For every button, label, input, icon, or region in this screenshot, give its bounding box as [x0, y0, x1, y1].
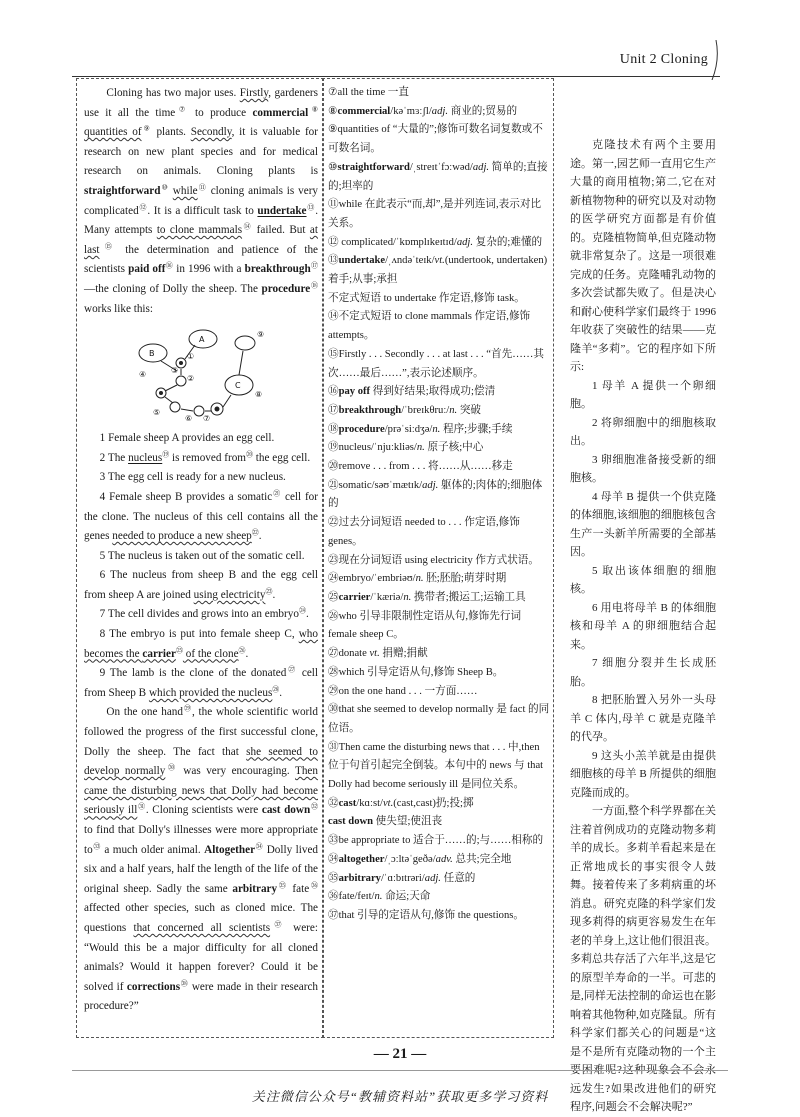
text-run: /prəˈsiːdʒə/ — [384, 423, 433, 435]
text-run: breakthrough — [338, 404, 402, 416]
text-run: /kɑːst/ — [356, 797, 383, 809]
text-run: ㉚that she seemed to develop normally 是 fact 的同位语。 — [328, 704, 550, 734]
text-run: the egg cell. — [253, 451, 311, 464]
text-run: at last — [84, 224, 318, 256]
text-run: in 1996 with a — [173, 263, 245, 276]
text-run: commercial — [252, 106, 309, 119]
step-label-2: ② — [187, 374, 195, 384]
note-item — [328, 196, 550, 233]
text-run: 8 The embryo is put into female sheep C, — [99, 628, 299, 641]
translation-paragraph: 一方面,整个科学界都在关注着首例成功的克隆动物多莉羊的成长。多莉羊看起来是在正常地成长的事实很令人鼓舞。接着传来了多莉病重的坏消息。研究克隆的科学家们发现多莉得的病更容易发生在年老的羊身上,这让他们很沮丧。多莉总共存活了六年半,这是它的原型羊寿命的一半。可悲的是,同样无法控制的命运也在影响着其他物种,如克隆鼠。所有科学家们都关心的问题是“这是不是所有克隆动物的一个主要困难呢?这种现象会不会永远发生?如果改进他们的研究程序,问题会不会解决呢?” — [570, 805, 716, 1113]
note-item — [328, 813, 550, 832]
text-run: Cloning has two major uses. — [106, 87, 240, 99]
text-run: ⑬ — [328, 255, 339, 267]
header-rule — [72, 76, 720, 77]
text-run: , it is valuable for research on new plant species and for medical research on animals. Cloning plants is — [84, 126, 318, 178]
text-run: 原子核;中心 — [424, 442, 484, 454]
note-marker: ㊳ — [180, 979, 189, 988]
text-run: ㉑somatic/səʊˈmætɪk/ — [328, 479, 423, 491]
note-item — [328, 252, 550, 289]
text-run: fate — [287, 882, 310, 895]
text-run: ㉟ — [328, 872, 339, 884]
unit-title: Unit 2 Cloning — [619, 52, 708, 67]
text-run: which provided the nucleus — [148, 686, 273, 699]
text-run: 使失望;使沮丧 — [373, 816, 443, 828]
note-item — [328, 477, 550, 514]
text-run: ⑲nucleus/ˈnjuːkliəs/ — [328, 442, 417, 454]
text-run: (undertook, undertaken)着手;从事;承担 — [328, 255, 548, 286]
text-run: —the cloning of Dolly the sheep. The — [84, 282, 262, 295]
note-marker: ㉜ — [310, 802, 318, 811]
note-marker: ㉟ — [277, 881, 288, 890]
text-run: . — [272, 588, 276, 601]
text-run: 携带者;搬运工;运输工具 — [411, 591, 526, 603]
note-item — [328, 458, 550, 477]
note-marker: ㉚ — [165, 763, 178, 772]
note-item — [328, 103, 550, 122]
text-run: . — [279, 686, 283, 699]
text-run: undertake — [338, 255, 386, 267]
text-run: works like this: — [84, 302, 153, 315]
text-run: /ˌstreɪtˈfɔːwəd/ — [409, 161, 473, 173]
note-marker: ⑨ — [141, 124, 152, 133]
note-item — [328, 552, 550, 571]
text-run: ㊱fate/feɪt/ — [328, 891, 375, 903]
note-item — [328, 608, 550, 645]
text-run: of the clone — [182, 647, 239, 660]
text-run: paid off — [128, 263, 166, 276]
text-run: 不定式短语 to undertake 作定语,修饰 task。 — [328, 292, 525, 304]
text-run: /ˈbreɪkθruː/ — [401, 404, 450, 416]
text-run: 得到好结果;取得成功;偿清 — [370, 386, 496, 398]
text-run: 复杂的;难懂的 — [473, 236, 543, 248]
text-run: , the whole scientific world followed the progress of the first successful clone, Dolly the sheep. The fact that — [84, 706, 318, 758]
text-run: 3 The egg cell is ready for a new nucleus. — [99, 471, 286, 484]
text-run: who becomes the — [84, 628, 318, 660]
text-run: n. — [416, 442, 425, 454]
text-run: ⑨quantities of “大量的”;修饰可数名词复数或不可数名词。 — [328, 124, 543, 155]
procedure-steps — [84, 429, 318, 703]
text-run: cast down — [328, 816, 374, 828]
text-run: quantities of — [84, 126, 142, 139]
text-run: adj. — [456, 236, 473, 248]
text-run: is removed from — [169, 451, 246, 464]
text-run: 商业的;贸易的 — [447, 105, 518, 117]
text-run: 捐赠;捐献 — [379, 648, 428, 660]
note-marker: ㉗ — [286, 665, 298, 674]
note-marker: ㉓ — [265, 587, 273, 596]
text-run: 简单的;直接的;坦率的 — [328, 161, 548, 192]
text-run: ⑪while 在此表示“而,却”,是并列连词,表示对比关系。 — [328, 199, 542, 229]
text-run: Secondly — [190, 126, 232, 139]
text-run: . — [305, 608, 309, 621]
note-marker: ⑦ — [175, 104, 189, 113]
text-run: ㊲that 引导的定语从句,修饰 the questions。 — [328, 909, 524, 921]
text-run: adj. — [422, 479, 439, 491]
note-item — [328, 832, 550, 851]
text-run: to find that Dolly's illnesses were more appropriate to — [84, 824, 318, 856]
note-item — [328, 645, 550, 664]
text-run: adv. — [435, 853, 453, 865]
text-run: procedure — [261, 282, 311, 295]
text-run: adj. — [472, 161, 490, 173]
note-marker: ㉖ — [238, 645, 246, 654]
note-item — [328, 290, 550, 309]
text-run: altogether — [338, 853, 385, 865]
cloning-diagram — [131, 323, 271, 423]
text-run: 总共;完全地 — [452, 853, 512, 865]
text-run: n. — [403, 591, 412, 603]
text-run: affected other species, such as cloned mice. The questions — [84, 902, 318, 934]
step-label-4: ④ — [139, 370, 147, 380]
note-marker: ⑮ — [99, 242, 118, 251]
text-run: arbitrary — [338, 872, 381, 884]
text-run: corrections — [126, 980, 181, 993]
procedure-step — [84, 547, 318, 567]
note-marker: ⑩ — [160, 183, 169, 192]
text-run: 1 Female sheep A provides an egg cell. — [99, 432, 275, 445]
text-run: ⑰ — [328, 404, 339, 416]
note-item — [328, 888, 550, 907]
procedure-step — [84, 605, 318, 625]
text-run: adj. — [431, 105, 448, 117]
text-run: Then came the disturbing news that Dolly had become seriously ill — [84, 765, 318, 817]
text-run: ㉘which 引导定语从句,修饰 Sheep B。 — [328, 666, 504, 678]
passage-column — [84, 84, 318, 1017]
text-run: adj. — [424, 872, 441, 884]
text-run: n. — [449, 404, 458, 416]
text-run: Firstly — [239, 87, 269, 99]
text-run: . Many attempts — [84, 204, 319, 237]
note-item — [328, 795, 550, 814]
note-marker: ㉞ — [255, 841, 264, 850]
text-run: ㉜ — [328, 797, 339, 809]
text-run: ㉔embryo/ˈembriəʊ/ — [328, 573, 416, 585]
note-item — [328, 683, 550, 702]
text-run: plants. — [151, 126, 191, 139]
note-item — [328, 851, 550, 870]
text-run: n. — [415, 573, 424, 585]
text-run: n. — [374, 891, 383, 903]
note-marker: ⑪ — [197, 183, 207, 192]
text-run: vt. — [382, 797, 394, 809]
page-edge-curve — [710, 40, 720, 80]
text-run: . It is a difficult task to — [147, 204, 258, 217]
note-marker: ⑳ — [246, 449, 253, 458]
text-run: breakthrough — [244, 263, 311, 276]
text-run: /ˌɔːltəˈgeðə/ — [384, 853, 436, 865]
lamb-icon — [235, 336, 255, 350]
note-item — [328, 664, 550, 683]
note-marker: ㉙ — [182, 704, 192, 713]
step-label-8: ⑧ — [255, 390, 263, 400]
text-run: commercial — [337, 105, 391, 117]
text-run: 任意的 — [440, 872, 476, 884]
translation-step: 7 细胞分裂并生长成胚胎。 — [570, 657, 716, 688]
text-run: 程序;步骤;手续 — [440, 423, 513, 435]
note-marker: ㉔ — [298, 606, 306, 615]
note-marker: ⑱ — [310, 281, 319, 290]
note-item — [328, 739, 550, 795]
sheep-label-c: C — [235, 381, 241, 391]
sheep-label-b: B — [149, 349, 155, 359]
text-run: was very encouraging. — [177, 765, 295, 778]
text-run: /ˌʌndəˈteɪk/ — [385, 255, 435, 267]
text-run: arbitrary — [232, 882, 278, 895]
text-run: a much older animal. — [100, 843, 205, 856]
text-run: ⑳remove . . . from . . . 将……从……移走 — [328, 461, 513, 473]
text-run: ⑦all the time 一直 — [328, 87, 409, 98]
procedure-step — [84, 566, 318, 605]
text-run: 突破 — [457, 404, 482, 416]
text-run: 5 The nucleus is taken out of the somatic cell. — [99, 549, 305, 562]
note-item — [328, 439, 550, 458]
procedure-step — [84, 449, 318, 469]
text-run: cloning animals is very complicated — [84, 184, 319, 217]
note-marker: ㉒ — [251, 528, 259, 537]
note-marker: ㉕ — [175, 645, 183, 654]
text-run: ㉕ — [328, 591, 339, 603]
text-run: 6 The nucleus from sheep B and the egg cell from sheep A are joined — [84, 569, 318, 601]
text-run: ⑮Firstly . . . Secondly . . . at last . . . “首先……其次……最后……”,表示论述顺序。 — [328, 348, 544, 379]
text-run: needed to produce a new sheep — [112, 530, 252, 543]
text-run: (cast,cast)扔;投;掷 — [393, 797, 474, 809]
text-run: straightforward — [84, 184, 161, 197]
note-item — [328, 421, 550, 440]
text-run: /ˈkæriə/ — [370, 591, 404, 603]
text-run: 4 Female sheep B provides a somatic — [99, 490, 273, 503]
step-label-1: ① — [187, 352, 195, 362]
note-marker: ⑲ — [162, 449, 170, 458]
text-run: ㉞ — [328, 853, 339, 865]
procedure-step — [84, 429, 318, 449]
note-item — [328, 589, 550, 608]
note-item — [328, 383, 550, 402]
note-marker: ⑯ — [165, 261, 174, 270]
text-run: . Cloning scientists were — [145, 804, 262, 817]
text-run: while — [172, 184, 198, 197]
footer-rule — [72, 1070, 728, 1071]
procedure-step — [84, 664, 318, 703]
note-marker: ㉛ — [137, 802, 146, 811]
text-run: to produce — [188, 106, 253, 119]
text-run: 9 The lamb is the clone of the donated — [99, 667, 287, 680]
text-run: /kəˈmɜːʃl/ — [390, 105, 432, 117]
sheep-label-a: A — [199, 335, 205, 345]
step-label-5: ⑤ — [153, 408, 161, 418]
text-run: On the one hand — [106, 706, 183, 719]
text-run: to clone mammals — [156, 224, 243, 237]
text-run: vt. — [369, 648, 380, 660]
note-item — [328, 701, 550, 738]
procedure-step — [84, 488, 318, 547]
text-run: 2 The — [99, 451, 129, 464]
note-marker: ⑧ — [308, 104, 319, 113]
note-item — [328, 570, 550, 589]
translation-step: 1 母羊 A 提供一个卵细胞。 — [570, 379, 716, 410]
text-run: ㉖who 引导非限制性定语从句,修饰先行词 female sheep C。 — [328, 610, 522, 641]
note-item — [328, 402, 550, 421]
text-run: 7 The cell divides and grows into an embryo — [99, 608, 299, 621]
text-run: ㉗donate — [328, 648, 370, 660]
text-run: pay off — [338, 386, 371, 398]
step-label-9: ⑨ — [257, 330, 265, 340]
text-run: cast — [338, 797, 357, 809]
text-run: ⑭不定式短语 to clone mammals 作定语,修饰 attempts。 — [328, 311, 531, 342]
note-marker: ⑰ — [310, 261, 319, 270]
text-run: cell for the clone. The nucleus of this cell contains all the genes — [84, 490, 318, 543]
page-number: — 21 — — [373, 1046, 427, 1062]
text-run: ㉒过去分词短语 needed to . . . 作定语,修饰 genes。 — [328, 517, 520, 547]
text-run: procedure — [338, 423, 385, 435]
note-marker: ⑬ — [306, 202, 316, 211]
note-marker: ⑭ — [242, 222, 253, 231]
text-run: carrier — [338, 591, 371, 603]
text-run: n. — [432, 423, 441, 435]
note-marker: ⑫ — [138, 202, 148, 211]
translation-step: 9 这头小羔羊就是由提供细胞核的母羊 B 所提供的细胞克隆而成的。 — [570, 749, 716, 799]
note-marker: ㉘ — [272, 685, 280, 694]
text-run: ㉙on the one hand . . . 一方面…… — [328, 685, 478, 697]
note-marker: ㉑ — [272, 489, 282, 498]
note-marker: ㊲ — [270, 920, 286, 929]
text-run: . — [258, 530, 262, 543]
note-item — [328, 234, 550, 253]
text-run: were: “Would this be a major difficulty for all cloned animals? Would it happen forever? Could it be solved if — [84, 921, 318, 993]
translation-step: 5 取出该体细胞的细胞核。 — [570, 564, 716, 595]
text-run: 胚;胚胎;萌芽时期 — [423, 573, 507, 585]
note-item — [328, 907, 550, 926]
vocabulary-notes — [328, 84, 550, 926]
chinese-translation — [570, 136, 716, 1117]
text-run: carrier — [142, 647, 176, 660]
note-item — [328, 514, 550, 551]
translation-paragraph: 克隆技术有两个主要用途。第一,园艺师一直用它生产大量的商用植物;第二,它在对新植物物种的研究以及对动物的医学研究方面都是有价值的。克隆植物简单,但克隆动物就非常复杂了。这是一项很难完成的任务。克隆哺乳动物的多次尝试都失败了。但是决心和耐心使科学家们最终于 1996 年收获了突破性的结果——克隆羊“多莉”。它的程序如下所示: — [570, 139, 716, 373]
text-run: cell from Sheep B — [84, 667, 319, 699]
text-run: ㉓现在分词短语 using electricity 作方式状语。 — [328, 554, 539, 566]
passage-paragraph-1 — [84, 84, 318, 319]
note-item — [328, 121, 550, 158]
text-run: vt. — [434, 255, 445, 267]
text-run: the determination and patience of the scientists — [84, 243, 318, 276]
text-run: she seemed to develop normally — [84, 745, 318, 778]
note-marker: ㉝ — [92, 841, 101, 850]
text-run: nucleus — [128, 451, 163, 464]
text-run: ㉝be appropriate to 适合于……的;与……相称的 — [328, 835, 544, 847]
text-run: ⑩ — [328, 161, 338, 173]
text-run: were made in their research procedure?” — [84, 980, 319, 1013]
footer-note: 关注微信公众号“教辅资料站”获取更多学习资料 — [251, 1089, 549, 1104]
text-run: failed. But — [252, 224, 310, 237]
text-run: . — [245, 647, 249, 660]
translation-step: 4 母羊 B 提供一个供克隆的体细胞,该细胞的细胞核包含生产一头新羊所需要的全部基因。 — [570, 490, 716, 558]
text-run: /ˈɑːbɪtrəri/ — [380, 872, 425, 884]
procedure-step — [84, 468, 318, 488]
procedure-step — [84, 625, 318, 664]
text-run: ⑫ complicated/ˈkɒmplɪkeɪtɪd/ — [328, 236, 457, 248]
translation-step: 2 将卵细胞中的细胞核取出。 — [570, 416, 716, 447]
note-marker: ㊱ — [309, 881, 319, 890]
text-run: straightforward — [337, 161, 410, 173]
note-item — [328, 159, 550, 196]
step-label-3: ③ — [171, 366, 179, 376]
note-item — [328, 84, 550, 103]
passage-paragraph-2 — [84, 703, 318, 1017]
text-run: using electricity — [193, 588, 266, 601]
step-label-6: ⑥ — [185, 414, 193, 424]
note-item — [328, 870, 550, 889]
step-label-7: ⑦ — [203, 414, 211, 424]
note-item — [328, 346, 550, 383]
translation-step: 8 把胚胎置入另外一头母羊 C 体内,母羊 C 就是克隆羊的代孕。 — [570, 694, 716, 743]
text-run: , gardeners use it all the time — [84, 87, 318, 119]
text-run: ⑯ — [328, 386, 339, 398]
text-run: ⑧ — [328, 105, 338, 117]
text-run: 躯体的;肉体的;细胞体的 — [328, 479, 543, 510]
translation-step: 6 用电将母羊 B 的体细胞核和母羊 A 的卵细胞结合起来。 — [570, 601, 716, 651]
text-run: ㉛Then came the disturbing news that . . . 中,then 位于句首引起完全倒装。本句中的 news 与 that Dolly had become seriously ill 是同位关系。 — [328, 741, 544, 791]
translation-step: 3 卵细胞准备接受新的细胞核。 — [570, 453, 716, 484]
text-run: undertake — [257, 204, 307, 217]
text-run: cast down — [261, 804, 311, 817]
text-run: Altogether — [204, 843, 256, 856]
text-run: ⑱ — [328, 423, 339, 435]
text-run: 命运;天命 — [382, 891, 431, 903]
text-run: Dolly lived six and a half years, half the length of the life of the original sheep. Sadly the same — [84, 843, 319, 895]
text-run: that concerned all scientists — [133, 921, 271, 934]
note-item — [328, 308, 550, 345]
